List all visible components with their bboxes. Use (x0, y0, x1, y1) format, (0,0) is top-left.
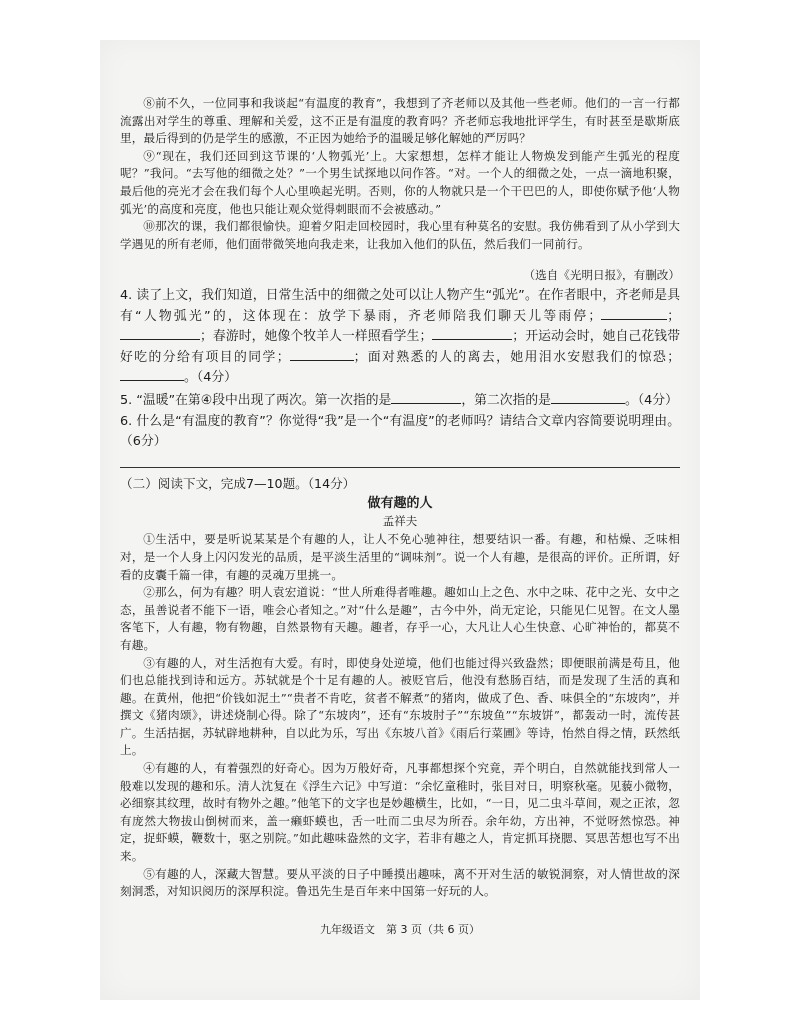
question-6: 6. 什么是“有温度的教育”？你觉得“我”是一个“有温度”的老师吗？请结合文章内容简要说明理由。（6分） (120, 414, 680, 449)
section-2-heading: （二）阅读下文，完成7—10题。（14分） (120, 476, 356, 492)
page-footer: 九年级语文 第 3 页（共 6 页） (320, 923, 480, 936)
q4-text-3: ；春游时，她像个牧羊人一样照看学生； (200, 329, 433, 345)
article-title: 做有趣的人 (367, 496, 433, 512)
q4-text-1: 4. 读了上文，我们知道，日常生活中的细微之处可以让人物产生“弧光”。在作者眼中，齐老师是具有“人物弧光”的，这体现在：放学下暴雨，齐老师陪我们聊天儿等雨停； (120, 288, 680, 324)
q4-text-6: 。（4分） (184, 370, 237, 386)
paragraph-10: ⑩那次的课，我们都很愉快。迎着夕阳走回校园时，我心里有种莫名的安慰。我仿佛看到了从小学到大学遇见的所有老师，他们面带微笑地向我走来，让我加入他们的队伍，然后我们一同前行。 (120, 219, 680, 251)
q4-blank-1[interactable] (601, 306, 667, 320)
q5-text-2: ，第二次指的是 (461, 392, 551, 408)
article-paragraph-3: ③有趣的人，对生活抱有大爱。有时，即使身处逆境，他们也能过得兴致盎然；即便眼前满是苟且，他们也总能找到诗和远方。苏轼就是个十足有趣的人。被贬官后，他没有愁肠百结，而是发现了生活的真和趣。在黄州，他把“价钱如泥土”“贵者不肯吃，贫者不解煮”的猪肉，做成了色、香、味俱全的“东坡肉”，并撰文《猪肉颂》，讲述烧制心得。除了“东坡肉”，还有“东坡肘子”“东坡鱼”“东坡饼”，都轰动一时，流传甚广。生活拮据，苏轼辟地耕种，自以此为乐，写出《东坡八首》《雨后行菜圃》等诗，怡然自得之情，跃然纸上。 (120, 655, 680, 758)
article-author: 孟祥夫 (382, 514, 418, 529)
q4-blank-3[interactable] (432, 326, 512, 340)
source-note: （选自《光明日报》，有删改） (523, 268, 680, 283)
exam-page (100, 40, 700, 1000)
article-paragraph-4: ④有趣的人，有着强烈的好奇心。因为万般好奇，凡事都想探个究竟，弄个明白，自然就能找到常人一般难以发现的趣和乐。清人沈复在《浮生六记》中写道：“余忆童稚时，张目对日，明察秋毫。见藐小微物，必细察其纹理，故时有物外之趣。”他笔下的文字也是妙趣横生，比如，“一日，见二虫斗草间，观之正浓，忽有庞然大物拔山倒树而来，盖一癞虾蟆也，舌一吐而二虫尽为所吞。余年幼，方出神，不觉呀然惊恐。神定，捉虾蟆，鞭数十，驱之别院。”如此趣味盎然的文字，若非有趣之人，肯定抓耳挠腮、冥思苦想也写不出来。 (120, 761, 680, 864)
article-paragraph-2: ②那么，何为有趣？明人袁宏道说：“世人所难得者唯趣。趣如山上之色、水中之味、花中之光、女中之态，虽善说者不能下一语，唯会心者知之。”对“什么是趣”，古今中外，尚无定论，只能见仁见智。在文人墨客笔下，人有趣，物有物趣，自然景物有天趣。趣者，存乎一心，大凡让人心生快意、心旷神怡的，都莫不有趣。 (120, 585, 680, 652)
article-paragraph-1: ①生活中，要是听说某某是个有趣的人，让人不免心驰神往，想要结识一番。有趣，和枯燥、乏味相对，是一个人身上闪闪发光的品质，是平淡生活里的“调味剂”。说一个人有趣，是很高的评价。正所谓，好看的皮囊千篇一律，有趣的灵魂万里挑一。 (120, 532, 680, 582)
article-paragraph-5: ⑤有趣的人，深藏大智慧。要从平淡的日子中睡摸出趣味，离不开对生活的敏锐洞察，对人情世故的深刻洞悉，对知识阅历的深厚积淀。鲁迅先生是百年来中国第一好玩的人。 (120, 866, 680, 899)
q4-text-5: ；面对熟悉的人的离去，她用泪水安慰我们的惊恐； (353, 349, 681, 365)
page-content (120, 95, 680, 901)
q4-blank-4[interactable] (290, 347, 354, 361)
q4-blank-5[interactable] (120, 367, 184, 381)
question-5 (120, 390, 680, 411)
q4-text-2: ； (667, 308, 680, 324)
q4-blank-2[interactable] (120, 326, 200, 340)
q5-text-3: 。（4分） (624, 392, 678, 408)
q5-blank-2[interactable] (551, 390, 625, 404)
question-4 (120, 286, 680, 388)
q5-text-1: 5. “温暖”在第④段中出现了两次。第一次指的是 (120, 392, 392, 408)
paragraph-9: ⑨“现在，我们还回到这节课的‘人物弧光’上。大家想想，怎样才能让人物焕发到能产生弧光的程度呢？”我问。“去写他的细微之处？”一个男生试探地以问作答。“对。一个人的细微之处，一点一滴地积聚，最后他的亮光才会在我们每个人心里唤起光明。否则，你的人物就只是一个干巴巴的人，即使你赋予他‘人物弧光’的高度和亮度，他也只能让观众觉得刺眼而不会被感动。” (120, 148, 680, 216)
q4-text-4: ；开运动会时，她自己花钱带好吃的分给有项目的同学； (120, 329, 681, 365)
q6-answer-line[interactable] (120, 453, 680, 468)
q5-blank-1[interactable] (391, 390, 461, 404)
paragraph-8: ⑧前不久，一位同事和我谈起“有温度的教育”，我想到了齐老师以及其他一些老师。他们的一言一行都流露出对学生的尊重、理解和关爱，这不正是有温度的教育吗？齐老师忘我地批评学生，有时甚至是歇斯底里，最后得到的仍是学生的感激，不正因为她给予的温暖足够化解她的严厉吗？ (120, 96, 680, 146)
